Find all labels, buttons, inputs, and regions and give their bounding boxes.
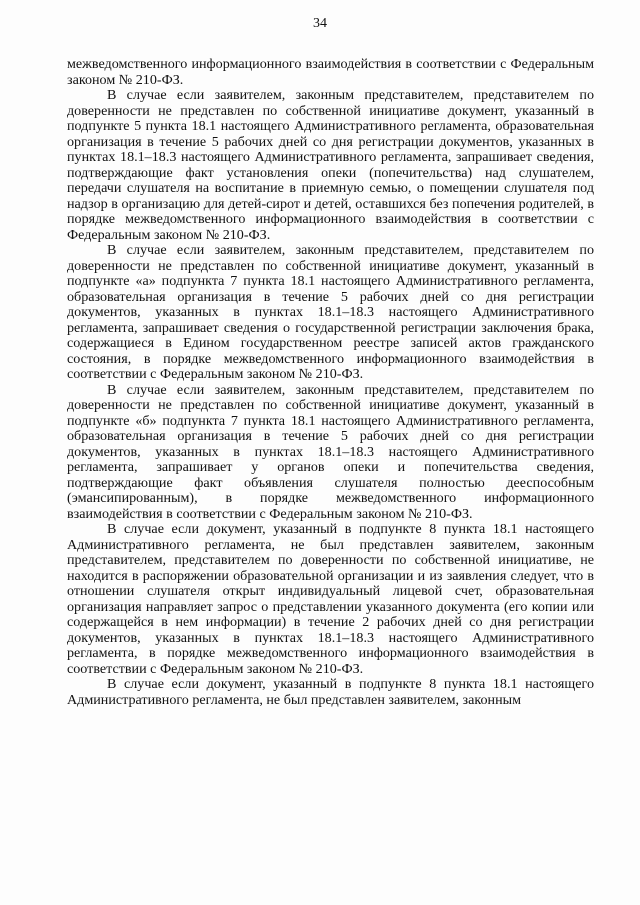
paragraph-marriage-registration: В случае если заявителем, законным представителем, представителем по доверенности не представлен по собственной инициативе документ, указанный в подпункте «а» подпункта 7 пункта 18.1 настоящего Административного регламента, образовательная организация в течение 5 рабочих дней со дня регистрации документов, указанных в пунктах 18.1–18.3 настоящего Административного регламента, запрашивает сведения о государственной регистрации заключения брака, содержащиеся в Едином государственном реестре записей актов гражданского состояния, в порядке межведомственного информационного взаимодействия в соответствии с Федеральным законом № 210-ФЗ. — [67, 242, 594, 382]
paragraph-continuation: межведомственного информационного взаимодействия в соответствии с Федеральным законом № 210-ФЗ. — [67, 56, 594, 88]
page-number: 34 — [313, 16, 327, 31]
document-body — [67, 57, 594, 708]
paragraph-personal-account: В случае если документ, указанный в подпункте 8 пункта 18.1 настоящего Административного регламента, не был представлен заявителем, законным представителем, представителем по доверенности по собственной инициативе, не находится в распоряжении образовательной организации и из заявления следует, что в отношении слушателя открыт индивидуальный лицевой счет, образовательная организация направляет запрос о представлении указанного документа (его копии или содержащейся в нем информации) в течение 2 рабочих дней со дня регистрации документов, указанных в пунктах 18.1–18.3 настоящего Административного регламента, в порядке межведомственного информационного взаимодействия в соответствии с Федеральным законом № 210-ФЗ. — [67, 521, 594, 677]
paragraph-truncated: В случае если документ, указанный в подпункте 8 пункта 18.1 настоящего Административного регламента, не был представлен заявителем, законным — [67, 676, 594, 708]
paragraph-guardianship: В случае если заявителем, законным представителем, представителем по доверенности не представлен по собственной инициативе документ, указанный в подпункте 5 пункта 18.1 настоящего Административного регламента, образовательная организация в течение 5 рабочих дней со дня регистрации документов, указанных в пунктах 18.1–18.3 настоящего Административного регламента, запрашивает сведения, подтверждающие факт установления опеки (попечительства) над слушателем, передачи слушателя на воспитание в приемную семью, о помещении слушателя под надзор в организацию для детей-сирот и детей, оставшихся без попечения родителей, в порядке межведомственного информационного взаимодействия в соответствии с Федеральным законом № 210-ФЗ. — [67, 87, 594, 243]
paragraph-emancipation: В случае если заявителем, законным представителем, представителем по доверенности не представлен по собственной инициативе документ, указанный в подпункте «б» подпункта 7 пункта 18.1 настоящего Административного регламента, образовательная организация в течение 5 рабочих дней со дня регистрации документов, указанных в пунктах 18.1–18.3 настоящего Административного регламента, запрашивает у органов опеки и попечительства сведения, подтверждающие факт объявления слушателя полностью дееспособным (эмансипированным), в порядке межведомственного информационного взаимодействия в соответствии с Федеральным законом № 210-ФЗ. — [67, 381, 594, 522]
